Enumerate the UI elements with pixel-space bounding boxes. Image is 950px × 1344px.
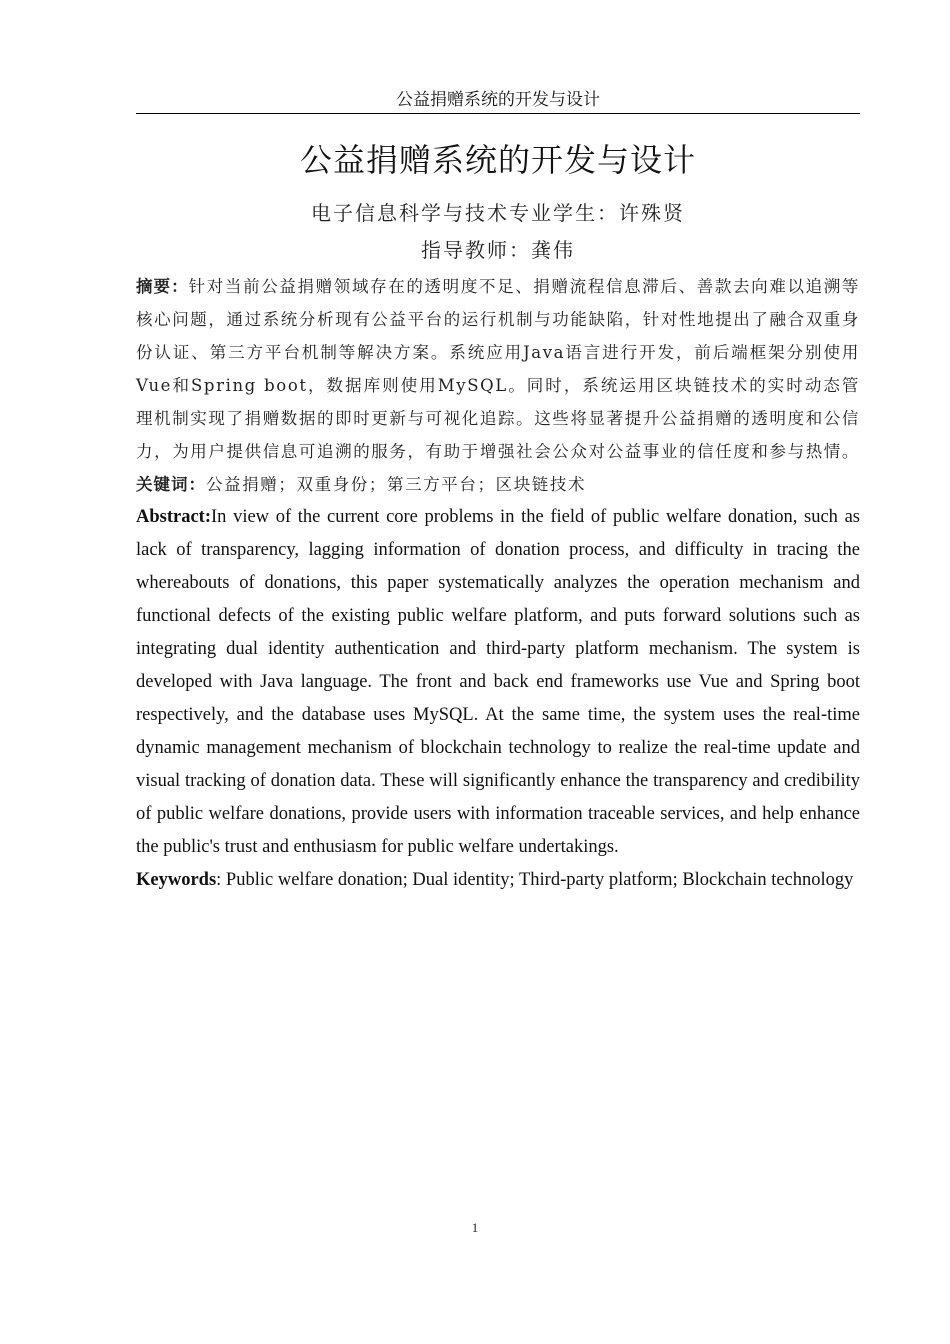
keywords-en-label: Keywords (136, 870, 217, 890)
abstract-cn (136, 270, 860, 468)
keywords-cn-label: 关键词： (136, 475, 206, 494)
abstract-en-label: Abstract: (136, 507, 212, 527)
abstract-cn-text: 针对当前公益捐赠领域存在的透明度不足、捐赠流程信息滞后、善款去向难以追溯等核心问题，通过系统分析现有公益平台的运行机制与功能缺陷，针对性地提出了融合双重身份认证、第三方平台机制等解决方案。系统应用Java语言进行开发，前后端框架分别使用Vue和Spring boot，数据库则使用MySQL。同时，系统运用区块链技术的实时动态管理机制实现了捐赠数据的即时更新与可视化追踪。这些将显著提升公益捐赠的透明度和公信力，为用户提供信息可追溯的服务，有助于增强社会公众对公益事业的信任度和参与热情。 (136, 277, 860, 461)
page-number: 1 (471, 1220, 479, 1235)
header-rule (136, 113, 860, 114)
keywords-cn-text: 公益捐赠；双重身份；第三方平台；区块链技术 (206, 475, 587, 494)
paper-title: 公益捐赠系统的开发与设计 (299, 141, 696, 179)
advisor-line: 指导教师：龚伟 (421, 238, 575, 262)
keywords-en (136, 864, 860, 897)
running-header: 公益捐赠系统的开发与设计 (396, 90, 600, 110)
abstract-cn-label: 摘要： (136, 277, 189, 296)
abstract-section (136, 270, 860, 897)
abstract-en-text: In view of the current core problems in the field of public welfare donation, such as lack of transparency, lagging information of donation process, and difficulty in tracing the whereabouts of donations, this paper systematically analyzes the operation mechanism and functional defects of the existing public welfare platform, and puts forward solutions such as integrating dual identity authentication and third-party platform mechanism. The system is developed with Java language. The front and back end frameworks use Vue and Spring boot respectively, and the database uses MySQL. At the same time, the system uses the real-time dynamic management mechanism of blockchain technology to realize the real-time update and visual tracking of donation data. These will significantly enhance the transparency and credibility of public welfare donations, provide users with information traceable services, and help enhance the public's trust and enthusiasm for public welfare undertakings. (136, 507, 860, 857)
abstract-en (136, 501, 860, 864)
author-line: 电子信息科学与技术专业学生：许殊贤 (311, 201, 685, 225)
keywords-cn (136, 468, 860, 501)
keywords-en-text: : Public welfare donation; Dual identity; Third-party platform; Blockchain technology (216, 870, 854, 890)
